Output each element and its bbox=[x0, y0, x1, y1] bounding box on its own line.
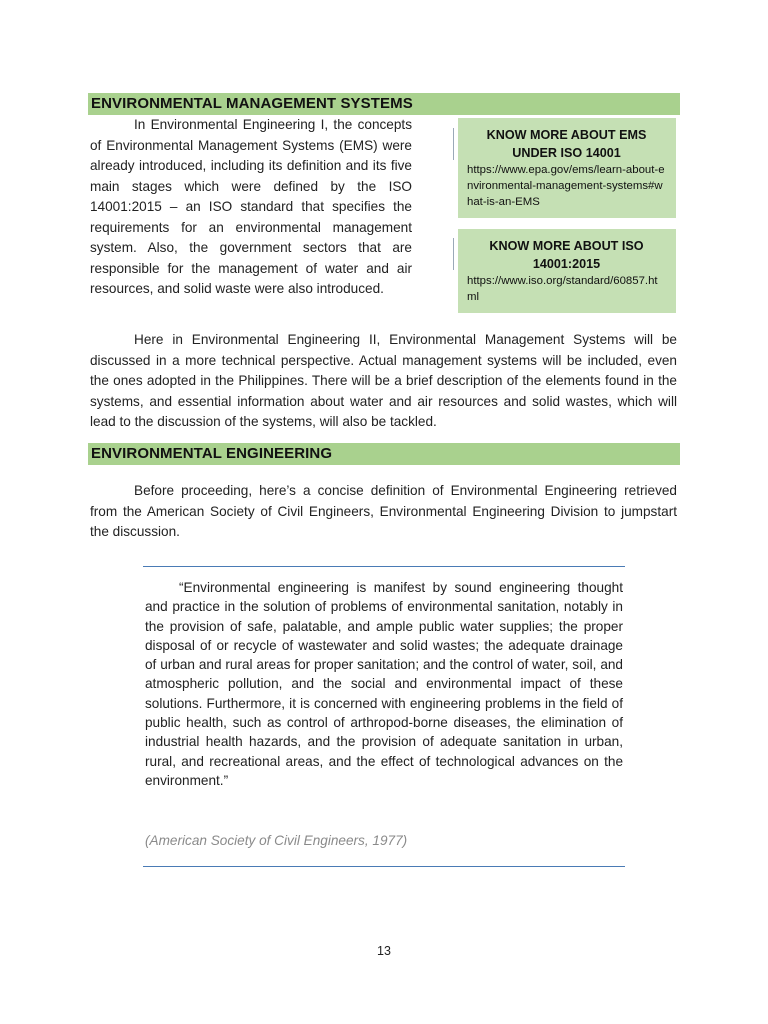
margin-marker bbox=[453, 238, 454, 270]
section-heading-ems: ENVIRONMENTAL MANAGEMENT SYSTEMS bbox=[88, 93, 680, 115]
quote-citation: (American Society of Civil Engineers, 1977) bbox=[145, 833, 408, 848]
sidebox-title: KNOW MORE ABOUT EMS UNDER ISO 14001 bbox=[486, 128, 647, 160]
sidebox-iso-14001 bbox=[458, 229, 676, 313]
ems-detail-paragraph: Here in Environmental Engineering II, Environmental Management Systems will be discussed in a more technical perspective. Actual management systems will be included, even the ones adopted in the Philippines. There will be a brief description of the elements found in the systems, and essential information about water and air resources and solid wastes, which will lead to the discussion of the systems, will also be tackled. bbox=[90, 332, 677, 429]
quote-bottom-rule bbox=[143, 866, 625, 867]
ems-intro-paragraph: In Environmental Engineering I, the concepts of Environmental Management Systems (EMS) were already introduced, including its definition and its five main stages which were defined by the ISO 14001:2015 – an ISO standard that specifies the requirements for an environmental management system. Also, the government sectors that are responsible for the management of water and air resources, and solid waste were also introduced. bbox=[90, 117, 412, 296]
sidebox-link[interactable]: https://www.epa.gov/ems/learn-about-environmental-management-systems#what-is-an-EMS bbox=[467, 164, 665, 208]
ee-intro-paragraph: Before proceeding, here’s a concise definition of Environmental Engineering retrieved from the American Society of Civil Engineers, Environmental Engineering Division to jumpstart the discussion. bbox=[90, 483, 677, 539]
page-number: 13 bbox=[377, 944, 391, 958]
sidebox-title: KNOW MORE ABOUT ISO 14001:2015 bbox=[489, 239, 644, 271]
margin-marker bbox=[453, 128, 454, 160]
quote-top-rule bbox=[143, 566, 625, 567]
asce-definition-quote: “Environmental engineering is manifest by sound engineering thought and practice in the solution of problems of environmental sanitation, notably in the provision of safe, palatable, and ample public water supplies; the proper disposal of or recycle of wastewater and solid wastes; the adequate drainage of urban and rural areas for proper sanitation; and the control of water, soil, and atmospheric pollution, and the social and environmental impact of these solutions. Furthermore, it is concerned with engineering problems in the field of public health, such as control of arthropod-borne diseases, the elimination of industrial health hazards, and the provision of adequate sanitation in urban, rural, and recreational areas, and the effect of technological advances on the environment.” bbox=[145, 580, 623, 788]
sidebox-link[interactable]: https://www.iso.org/standard/60857.html bbox=[467, 275, 658, 303]
section-heading-environmental-engineering: ENVIRONMENTAL ENGINEERING bbox=[88, 443, 680, 465]
sidebox-ems-iso bbox=[458, 118, 676, 218]
